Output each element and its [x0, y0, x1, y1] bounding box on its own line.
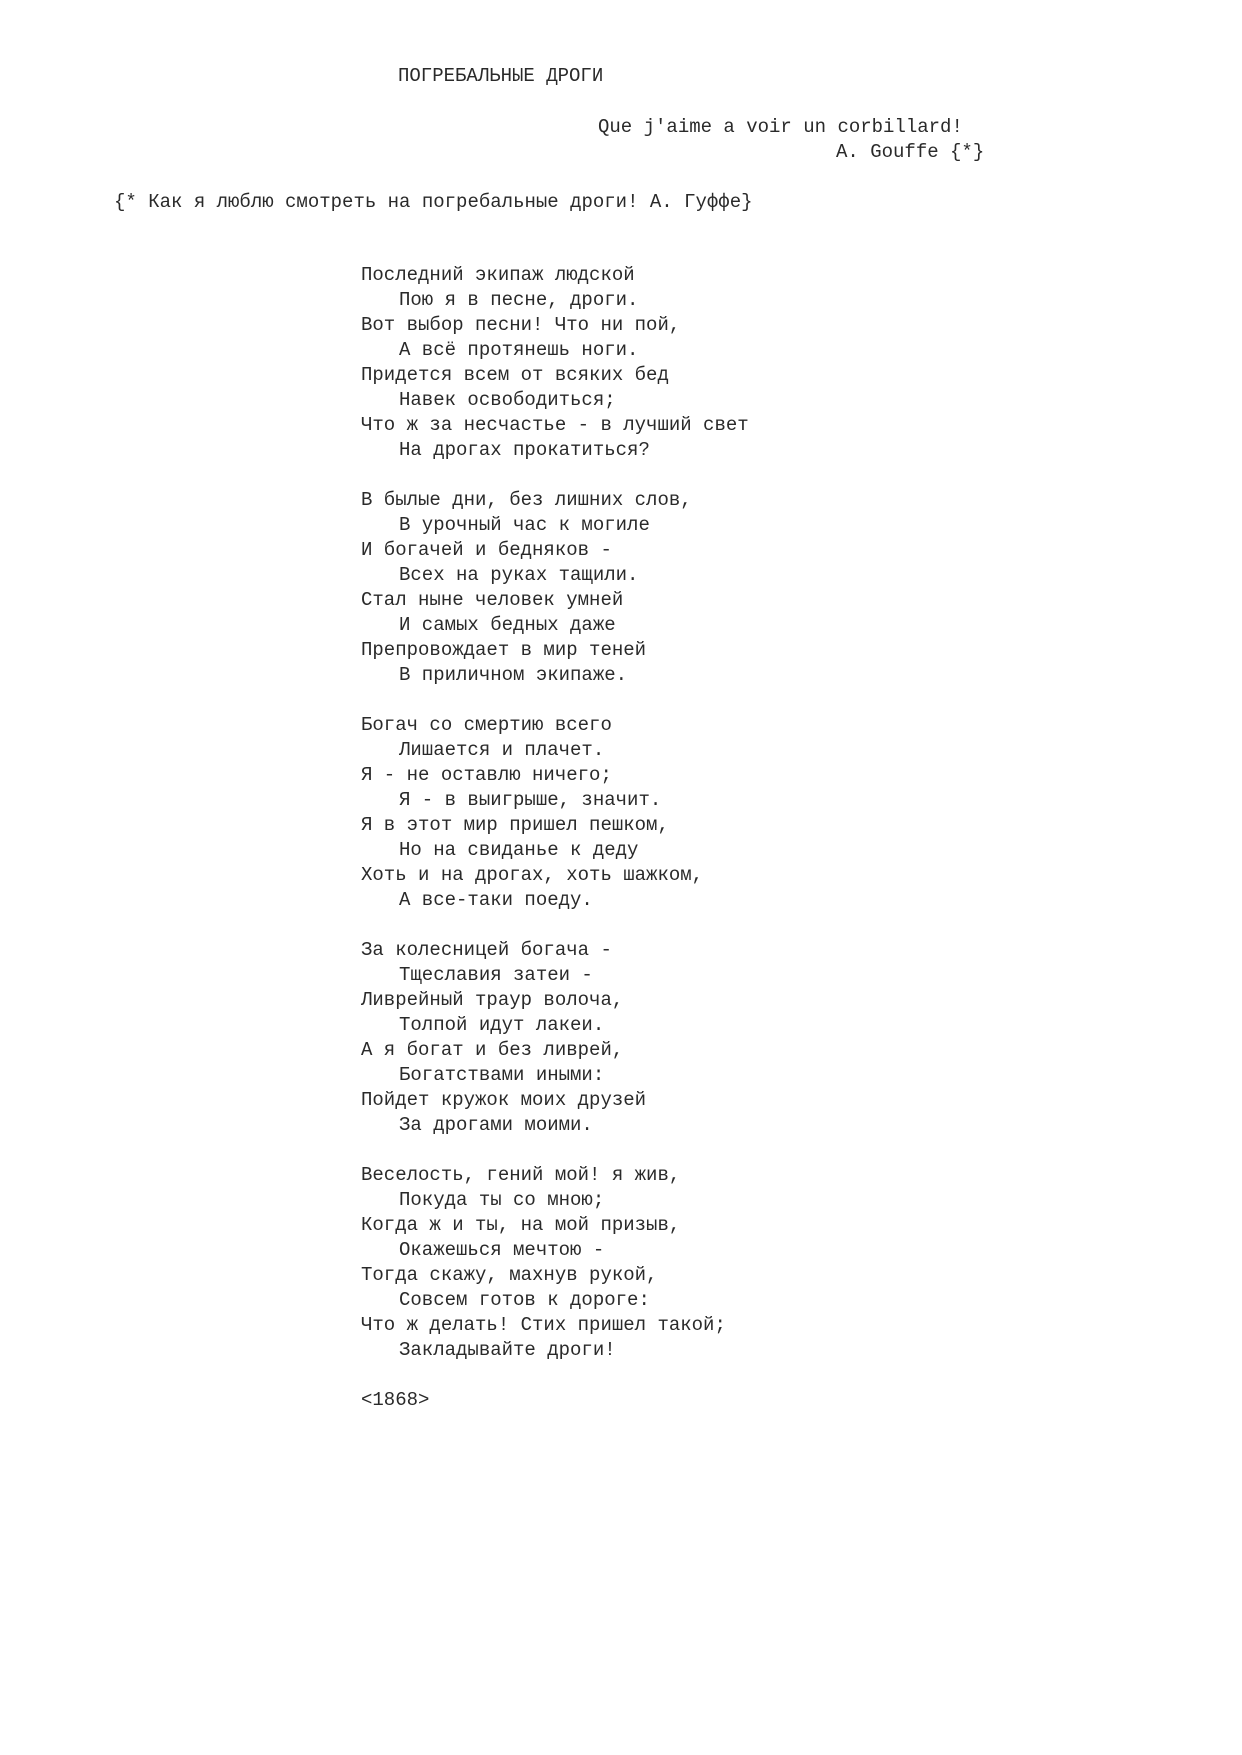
poem-date: <1868> — [361, 1389, 430, 1411]
verse-line: Веселость, гений мой! я жив, — [361, 1164, 681, 1186]
verse-line: В былые дни, без лишних слов, — [361, 489, 692, 511]
verse-line: Но на свиданье к деду — [399, 839, 639, 861]
verse-line: Покуда ты со мною; — [399, 1189, 605, 1211]
verse-line: Тщеславия затеи - — [399, 964, 593, 986]
stanza — [361, 1163, 1181, 1363]
verse-line: Вот выбор песни! Что ни пой, — [361, 314, 681, 336]
verse-line: Лишается и плачет. — [399, 739, 605, 761]
epigraph-text: Que j'aime a voir un corbillard! — [598, 116, 963, 138]
verse-line: Придется всем от всяких бед — [361, 364, 669, 386]
verse-line: И самых бедных даже — [399, 614, 616, 636]
verse-line: Когда ж и ты, на мой призыв, — [361, 1214, 681, 1236]
verse-line: Закладывайте дроги! — [399, 1339, 616, 1361]
verse-line: А всё протянешь ноги. — [399, 339, 639, 361]
verse-line: Ливрейный траур волоча, — [361, 989, 624, 1011]
verse-line: А все-таки поеду. — [399, 889, 593, 911]
verse-line: Я - в выигрыше, значит. — [399, 789, 662, 811]
verse-line: Что ж за несчастье - в лучший свет — [361, 414, 749, 436]
verse-line: Последний экипаж людской — [361, 264, 635, 286]
stanza — [361, 263, 1181, 463]
verse-line: Толпой идут лакеи. — [399, 1014, 605, 1036]
verse-line: Хоть и на дрогах, хоть шажком, — [361, 864, 704, 886]
stanza — [361, 488, 1181, 688]
verse-line: А я богат и без ливрей, — [361, 1039, 624, 1061]
epigraph-author: A. Gouffe {*} — [836, 141, 985, 163]
verse-line: Пойдет кружок моих друзей — [361, 1089, 647, 1111]
verse-line: Богатствами иными: — [399, 1064, 605, 1086]
verse-line: Пою я в песне, дроги. — [399, 289, 639, 311]
verse-line: Я - не оставлю ничего; — [361, 764, 612, 786]
verse-line: Я в этот мир пришел пешком, — [361, 814, 669, 836]
footnote: {* Как я люблю смотреть на погребальные дроги! А. Гуффе} — [114, 191, 753, 213]
verse-line: Окажешься мечтою - — [399, 1239, 605, 1261]
verse-line: Навек освободиться; — [399, 389, 616, 411]
verse-line: Всех на руках тащили. — [399, 564, 639, 586]
verse-line: Тогда скажу, махнув рукой, — [361, 1264, 658, 1286]
poem-title: ПОГРЕБАЛЬНЫЕ ДРОГИ — [398, 65, 604, 87]
verse-line: Стал ныне человек умней — [361, 589, 624, 611]
verse-line: За дрогами моими. — [399, 1114, 593, 1136]
verse-line: И богачей и бедняков - — [361, 539, 612, 561]
verse-line: За колесницей богача - — [361, 939, 612, 961]
stanza — [361, 713, 1181, 913]
stanza — [361, 938, 1181, 1138]
verse-line: В урочный час к могиле — [399, 514, 650, 536]
poem-body — [361, 263, 1181, 1413]
verse-line: На дрогах прокатиться? — [399, 439, 650, 461]
verse-line: В приличном экипаже. — [399, 664, 628, 686]
verse-line: Что ж делать! Стих пришел такой; — [361, 1314, 726, 1336]
verse-line: Препровождает в мир теней — [361, 639, 647, 661]
verse-line: Совсем готов к дороге: — [399, 1289, 650, 1311]
verse-line: Богач со смертию всего — [361, 714, 612, 736]
